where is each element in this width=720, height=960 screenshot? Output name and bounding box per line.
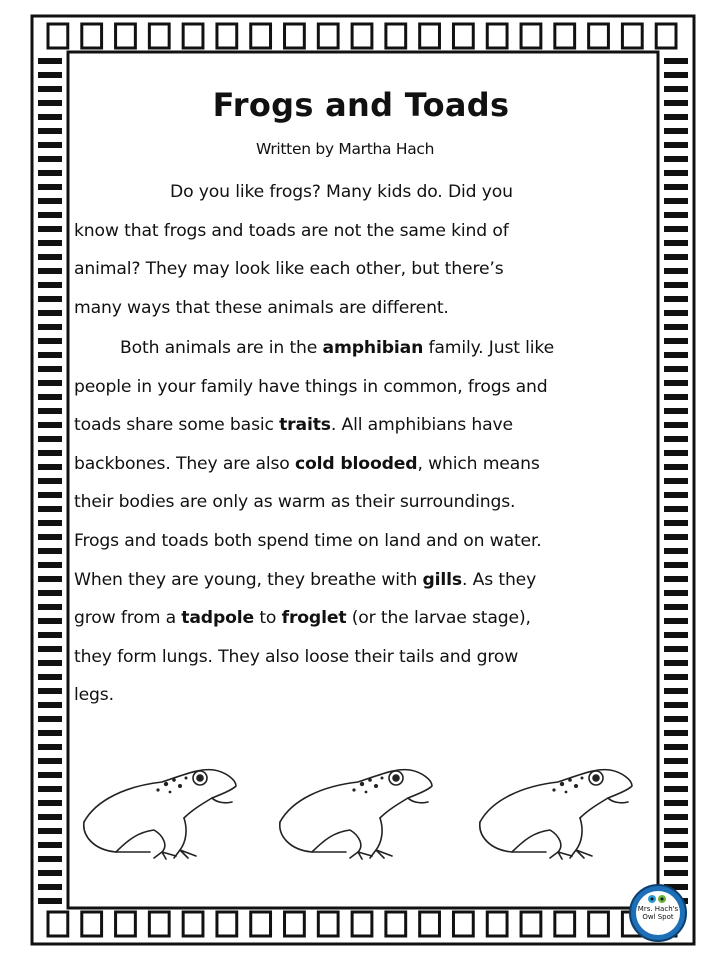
border-tick (664, 800, 688, 806)
border-tick (664, 114, 688, 120)
border-box (453, 912, 473, 936)
frog-illustration (76, 760, 246, 860)
text-line: backbones. They are also cold blooded, which means (74, 453, 540, 474)
text-line: toads share some basic traits. All amphibians have (74, 415, 513, 436)
border-tick (664, 856, 688, 862)
border-box (589, 912, 609, 936)
border-tick (664, 590, 688, 596)
border-tick (664, 198, 688, 204)
border-box (116, 24, 136, 48)
border-tick (664, 674, 688, 680)
border-box (82, 912, 102, 936)
worksheet-page (56, 60, 666, 910)
text-line: their bodies are only as warm as their surroundings. (74, 492, 516, 513)
border-tick (664, 464, 688, 470)
border-box (149, 24, 169, 48)
border-box (251, 912, 271, 936)
border-tick (664, 156, 688, 162)
border-tick (664, 744, 688, 750)
border-box (48, 24, 68, 48)
border-box (217, 912, 237, 936)
border-box (656, 24, 676, 48)
vocab-word: gills (422, 569, 462, 590)
border-tick (664, 282, 688, 288)
border-tick (664, 58, 688, 64)
border-tick (664, 618, 688, 624)
border-tick (664, 828, 688, 834)
text-line: When they are young, they breathe with gills. As they (74, 569, 537, 590)
border-box (149, 912, 169, 936)
frog-illustration (272, 760, 442, 860)
border-tick (664, 170, 688, 176)
border-tick (664, 254, 688, 260)
border-box (420, 912, 440, 936)
border-tick (664, 226, 688, 232)
text-line: Both animals are in the amphibian family. Just like (120, 338, 555, 358)
border-box (183, 912, 203, 936)
border-box (453, 24, 473, 48)
border-box (82, 24, 102, 48)
border-tick (664, 870, 688, 876)
page-title: Frogs and Toads (212, 86, 510, 124)
border-tick (664, 842, 688, 848)
border-box (589, 24, 609, 48)
border-tick (664, 240, 688, 246)
border-tick (664, 86, 688, 92)
border-tick (664, 716, 688, 722)
border-box (420, 24, 440, 48)
text-line: know that frogs and toads are not the same kind of (74, 220, 509, 241)
border-tick (664, 688, 688, 694)
border-tick (664, 142, 688, 148)
border-box (386, 912, 406, 936)
border-tick (664, 520, 688, 526)
border-box (48, 912, 68, 936)
border-tick (664, 324, 688, 330)
border-box (555, 24, 575, 48)
border-box (285, 24, 305, 48)
border-box (521, 912, 541, 936)
border-box (622, 24, 642, 48)
border-box (352, 912, 372, 936)
border-box (217, 24, 237, 48)
border-tick (664, 772, 688, 778)
paragraph-2 (74, 329, 664, 715)
border-tick (664, 310, 688, 316)
border-box (487, 24, 507, 48)
author-line: Written by Martha Hach (256, 140, 435, 158)
border-tick (664, 506, 688, 512)
border-tick (664, 632, 688, 638)
border-box (251, 24, 271, 48)
text-line: Frogs and toads both spend time on land and on water. (74, 530, 542, 551)
border-box (116, 912, 136, 936)
border-tick (664, 548, 688, 554)
paragraph-1 (74, 173, 664, 327)
border-box (487, 912, 507, 936)
border-tick (664, 576, 688, 582)
text-line: people in your family have things in common, frogs and (74, 376, 548, 397)
border-box (183, 24, 203, 48)
border-box (318, 24, 338, 48)
border-tick (664, 380, 688, 386)
border-tick (664, 338, 688, 344)
border-tick (664, 212, 688, 218)
vocab-word: tadpole (181, 608, 255, 629)
border-tick (664, 730, 688, 736)
border-box (318, 912, 338, 936)
border-tick (664, 450, 688, 456)
border-box (285, 912, 305, 936)
border-box (352, 24, 372, 48)
border-tick (664, 478, 688, 484)
border-tick (664, 72, 688, 78)
border-tick (664, 436, 688, 442)
owl-spot-logo (628, 883, 688, 943)
border-tick (664, 422, 688, 428)
text-line: they form lungs. They also loose their tails and grow (74, 646, 519, 667)
border-tick (664, 268, 688, 274)
frog-illustration (472, 760, 642, 860)
border-tick (664, 394, 688, 400)
border-tick (664, 534, 688, 540)
border-tick (664, 366, 688, 372)
vocab-word: traits (279, 415, 331, 436)
border-tick (664, 492, 688, 498)
logo-text: Mrs. Hach's Owl Spot (637, 905, 679, 921)
border-box (386, 24, 406, 48)
border-tick (664, 408, 688, 414)
text-line: Do you like frogs? Many kids do. Did you (170, 182, 513, 202)
frog-illustrations (66, 760, 646, 860)
border-tick (664, 296, 688, 302)
border-tick (664, 814, 688, 820)
border-box (555, 912, 575, 936)
border-tick (664, 660, 688, 666)
border-tick (664, 786, 688, 792)
border-tick (664, 100, 688, 106)
border-tick (664, 702, 688, 708)
border-tick (664, 562, 688, 568)
border-tick (664, 352, 688, 358)
border-tick (664, 646, 688, 652)
text-line: animal? They may look like each other, but there’s (74, 259, 504, 280)
vocab-word: froglet (281, 608, 347, 629)
border-tick (664, 128, 688, 134)
border-tick (664, 604, 688, 610)
vocab-word: cold blooded (294, 453, 418, 474)
text-line: legs. (74, 685, 114, 706)
border-box (521, 24, 541, 48)
text-line: grow from a tadpole to froglet (or the larvae stage), (74, 608, 531, 629)
vocab-word: amphibian (322, 338, 424, 358)
border-tick (664, 184, 688, 190)
border-tick (664, 758, 688, 764)
text-line: many ways that these animals are different. (74, 297, 449, 318)
